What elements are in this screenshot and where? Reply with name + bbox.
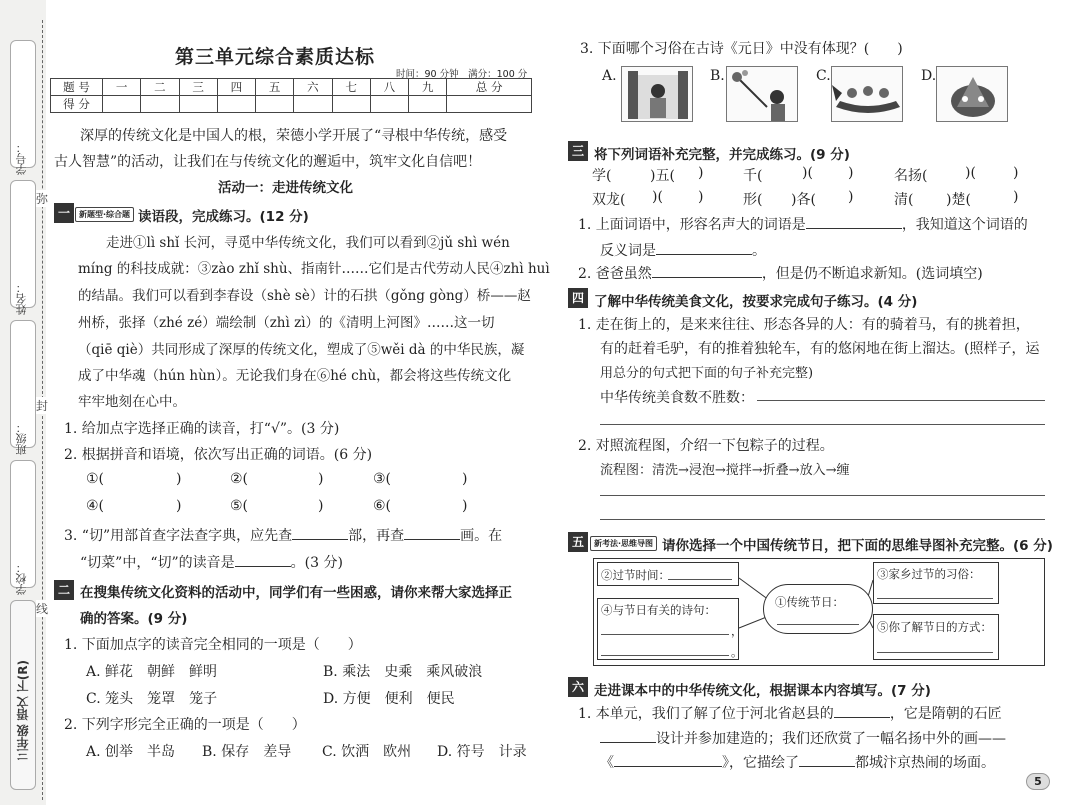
score-input-cell[interactable]: [256, 96, 294, 113]
score-input-cell[interactable]: [179, 96, 217, 113]
new-method-tag: 新考法·思维导图: [590, 536, 657, 551]
exam-meta: 时间：90 分钟 满分：100 分: [396, 69, 528, 80]
q-text: 都城汴京热闹的场面。: [855, 755, 995, 771]
student-id-label: 学号：: [15, 142, 28, 175]
section-1-title: 读语段，完成练习。(12 分): [138, 209, 309, 225]
idiom-part[interactable]: 千(: [743, 168, 763, 184]
s6-line-1: [578, 703, 1002, 723]
q-text: ，但是仍不断追求新知。(选词填空): [761, 266, 983, 282]
s4-question-2: 2. 对照流程图，介绍一下包粽子的过程。: [578, 438, 834, 454]
flowchart-text: 流程图：清洗→浸泡→搅拌→折叠→放入→缠: [600, 463, 850, 478]
name-label: 姓名：: [15, 282, 28, 315]
mindmap-label-way: ⑤你了解节日的方式：: [877, 620, 992, 634]
s6-line-2: [600, 728, 1006, 748]
section-2-title: 在搜集传统文化资料的活动中，同学们有一些困惑，请你来帮大家选择正: [80, 585, 512, 601]
s4-question-1-line: 用总分的句式把下面的句子补充完整): [600, 366, 814, 381]
q3-text: 3. “切”用部首查字法查字典，应先查: [64, 528, 293, 544]
answer-blank-open[interactable]: ②(: [230, 471, 249, 487]
answer-blank-open[interactable]: ④(: [86, 498, 105, 514]
option-label[interactable]: A.: [602, 68, 617, 84]
option-item[interactable]: C. 笼头 笼罩 笼子: [86, 691, 218, 707]
score-table: [50, 78, 532, 113]
passage-line: （qiē qiè）共同形成了深厚的传统文化，塑成了⑤wěi dà 的中华民族，凝: [78, 342, 525, 358]
answer-blank-close: ): [318, 498, 324, 514]
section-4-title: 了解中华传统美食文化，按要求完成句子练习。(4 分): [594, 294, 918, 310]
answer-line[interactable]: [799, 766, 855, 767]
writing-line[interactable]: [877, 652, 993, 653]
idiom-part: ): [1013, 189, 1019, 205]
option-item[interactable]: B. 保存 差导: [202, 744, 292, 760]
idiom-part: ): [698, 189, 704, 205]
q-text: 》，它描绘了: [722, 755, 799, 771]
s2-question-1: 1. 下面加点字的读音完全相同的一项是（ ）: [64, 637, 362, 653]
score-header-cell: 三: [179, 79, 217, 96]
mindmap-label-festival: ①传统节日：: [775, 595, 844, 609]
answer-line[interactable]: [614, 766, 722, 767]
passage-line: 州桥，张择（zhé zé）端绘制（zhì zì）的《清明上河图》……这一切: [78, 315, 495, 331]
answer-blank-open[interactable]: ⑤(: [230, 498, 249, 514]
answer-blank-close: ): [176, 471, 182, 487]
s3-question-2: [578, 263, 983, 283]
q-text: 1. 上面词语中，形容名声大的词语是: [578, 217, 806, 233]
intro-line: 古人智慧”的活动，让我们在与传统文化的邂逅中，筑牢文化自信吧！: [54, 154, 482, 170]
page-title: 第三单元综合素质达标: [175, 46, 376, 68]
q-text: 《: [600, 755, 614, 771]
writing-line[interactable]: [877, 598, 993, 599]
answer-blank-open[interactable]: ⑥(: [373, 498, 392, 514]
q-text: 反义词是: [600, 243, 656, 259]
answer-line[interactable]: [292, 539, 348, 540]
s6-line-3: [600, 752, 995, 772]
passage-line: 成了中华魂（hún hùn）。无论我们身在⑥hé chù，都会将这些传统文化: [78, 368, 512, 384]
q-text: 2. 爸爸虽然: [578, 266, 652, 282]
answer-line[interactable]: [404, 539, 460, 540]
score-input-cell[interactable]: [409, 96, 447, 113]
activity-title: 活动一：走进传统文化: [218, 180, 353, 196]
option-item[interactable]: C. 饮洒 欧州: [322, 744, 412, 760]
q-text: 1. 本单元，我们了解了位于河北省赵县的: [578, 706, 834, 722]
s4-question-1: 1. 走在街上的，是来来往往、形态各异的人：有的骑着马，有的挑着担，: [578, 317, 1030, 333]
s4-prompt: 中华传统美食数不胜数：: [600, 390, 754, 406]
q3-text: 画。在: [460, 528, 503, 544]
mindmap-label-time: ②过节时间：: [601, 568, 670, 582]
score-input-cell[interactable]: [217, 96, 255, 113]
idiom-part: ): [848, 165, 854, 181]
new-type-tag: 新题型·综合题: [75, 207, 134, 222]
answer-blank-close: ): [318, 471, 324, 487]
score-header-cell: 五: [256, 79, 294, 96]
zongzi-illustration[interactable]: [936, 66, 1008, 122]
score-header-cell: 二: [141, 79, 179, 96]
q3-text: 。(3 分): [290, 555, 343, 571]
section-3-title: 将下列词语补充完整，并完成练习。(9 分): [594, 147, 850, 163]
option-item[interactable]: D. 方便 便利 便民: [323, 691, 455, 707]
section-2-badge: 二: [54, 580, 74, 600]
score-header-cell: 九: [409, 79, 447, 96]
idiom-part[interactable]: )(: [802, 165, 813, 181]
binding-mark-xian: 线: [36, 602, 49, 616]
binding-mark-feng: 封: [36, 399, 49, 413]
score-header-cell: 七: [332, 79, 370, 96]
idiom-part[interactable]: )楚(: [946, 192, 971, 208]
writing-line[interactable]: [600, 424, 1045, 425]
writing-line[interactable]: [600, 519, 1045, 520]
writing-line[interactable]: [777, 624, 859, 625]
s3-question-1-cont: [600, 240, 766, 260]
score-input-cell[interactable]: [103, 96, 141, 113]
answer-line[interactable]: [656, 254, 752, 255]
section-4-badge: 四: [568, 288, 588, 308]
couplet-door-illustration[interactable]: [621, 66, 693, 122]
writing-line[interactable]: [600, 495, 1045, 496]
idiom-part[interactable]: )(: [652, 189, 663, 205]
score-input-cell[interactable]: [447, 96, 532, 113]
idiom-part: ): [1013, 165, 1019, 181]
option-label[interactable]: C.: [816, 68, 831, 84]
school-label: 学校：: [15, 562, 28, 595]
s2-question-2: 2. 下列字形完全正确的一项是（ ）: [64, 717, 306, 733]
idiom-part[interactable]: 学(: [592, 168, 612, 184]
answer-line[interactable]: [806, 228, 902, 229]
answer-blank-open[interactable]: ①(: [86, 471, 105, 487]
passage-line: 走进①lì shǐ 长河，寻觅中华传统文化，我们可以看到②jǔ shì wén: [106, 235, 510, 251]
option-item[interactable]: A. 创举 半岛: [86, 744, 176, 760]
answer-blank-close: ): [176, 498, 182, 514]
answer-line[interactable]: [235, 566, 291, 567]
answer-blank-close: ): [462, 498, 468, 514]
idiom-part: ): [698, 165, 704, 181]
score-header-cell: 题 号: [51, 79, 103, 96]
brand-label: 三年级 语文 下(R): [16, 660, 30, 761]
idiom-part[interactable]: 名扬(: [894, 168, 928, 184]
passage-line: míng 的科技成就：③zào zhǐ shù、指南针……它们是古代劳动人民④zhì huì: [78, 261, 550, 277]
idiom-part[interactable]: 清(: [894, 192, 914, 208]
q3-text: 部，再查: [348, 528, 405, 544]
dragon-boat-illustration[interactable]: [831, 66, 903, 122]
q-text: ，我知道这个词语的: [901, 217, 1028, 233]
score-header-cell: 一: [103, 79, 141, 96]
mindmap-comma: ，: [731, 624, 743, 638]
answer-blank-close: ): [462, 471, 468, 487]
firecracker-illustration[interactable]: [726, 66, 798, 122]
writing-line[interactable]: [668, 579, 732, 580]
option-label[interactable]: D.: [921, 68, 937, 84]
class-label: 班级：: [15, 422, 28, 455]
section-2-title-cont: 确的答案。(9 分): [80, 611, 188, 627]
section-1-badge: 一: [54, 203, 74, 223]
passage-line: 的结晶。我们可以看到李春设（shè sè）计的石拱（gǒng gòng）桥——赵: [78, 288, 531, 304]
mindmap-label-poem: ④与节日有关的诗句：: [601, 603, 716, 617]
score-header-cell: 八: [370, 79, 408, 96]
idiom-part[interactable]: )各(: [791, 192, 816, 208]
option-item[interactable]: B. 乘法 史乘 乘风破浪: [323, 664, 483, 680]
answer-line[interactable]: [834, 717, 890, 718]
binding-mark-mi: 弥: [36, 192, 49, 206]
s3-question-1: [578, 214, 1028, 234]
page-number: 5: [1026, 773, 1050, 790]
writing-line[interactable]: [601, 634, 729, 635]
section-6-badge: 六: [568, 677, 588, 697]
section-5-title: 请你选择一个中国传统节日，把下面的思维导图补充完整。(6 分): [662, 538, 1053, 554]
answer-line[interactable]: [652, 277, 762, 278]
section-5-badge: 五: [568, 532, 588, 552]
s1-question-3-cont: [80, 552, 343, 572]
score-header-cell: 六: [294, 79, 332, 96]
q-text: 设计并参加建造的；我们还欣赏了一幅名扬中外的画——: [656, 731, 1006, 747]
s2-question-3: 3. 下面哪个习俗在古诗《元日》中没有体现？( ): [580, 41, 903, 57]
answer-line[interactable]: [600, 742, 656, 743]
writing-line[interactable]: [757, 400, 1045, 401]
idiom-part[interactable]: 形(: [743, 192, 763, 208]
s4-question-1-line: 有的赶着毛驴，有的推着独轮车，有的悠闲地在街上溜达。(照样子，运: [600, 341, 1040, 357]
mindmap-label-custom: ③家乡过节的习俗：: [877, 567, 981, 581]
idiom-part[interactable]: 双龙(: [592, 192, 626, 208]
q3-text: “切菜”中，“切”的读音是: [80, 555, 235, 571]
score-header-cell: 总 分: [447, 79, 532, 96]
option-label[interactable]: B.: [710, 68, 725, 84]
s1-question-3: [64, 525, 502, 545]
idiom-part[interactable]: )五(: [650, 168, 675, 184]
score-input-cell[interactable]: [294, 96, 332, 113]
q-text: 。: [752, 243, 766, 259]
s1-question-2: 2. 根据拼音和语境，依次写出正确的词语。(6 分): [64, 447, 373, 463]
section-3-badge: 三: [568, 141, 588, 161]
s1-question-1: 1. 给加点字选择正确的读音，打“√”。(3 分): [64, 421, 340, 437]
writing-line[interactable]: [601, 655, 729, 656]
score-row-label: 得 分: [51, 96, 103, 113]
intro-line: 深厚的传统文化是中国人的根，荣德小学开展了“寻根中华传统，感受: [80, 128, 508, 144]
idiom-part[interactable]: )(: [965, 165, 976, 181]
score-header-cell: 四: [217, 79, 255, 96]
section-6-title: 走进课本中的中华传统文化，根据课本内容填写。(7 分): [594, 683, 931, 699]
answer-blank-open[interactable]: ③(: [373, 471, 392, 487]
option-item[interactable]: D. 符号 计录: [437, 744, 527, 760]
q-text: ，它是隋朝的石匠: [889, 706, 1002, 722]
mindmap-period: 。: [731, 645, 743, 659]
passage-line: 牢牢地刻在心中。: [78, 394, 186, 410]
idiom-part: ): [848, 189, 854, 205]
score-input-cell[interactable]: [370, 96, 408, 113]
score-input-cell[interactable]: [141, 96, 179, 113]
score-input-cell[interactable]: [332, 96, 370, 113]
option-item[interactable]: A. 鲜花 朝鲜 鲜明: [86, 664, 218, 680]
